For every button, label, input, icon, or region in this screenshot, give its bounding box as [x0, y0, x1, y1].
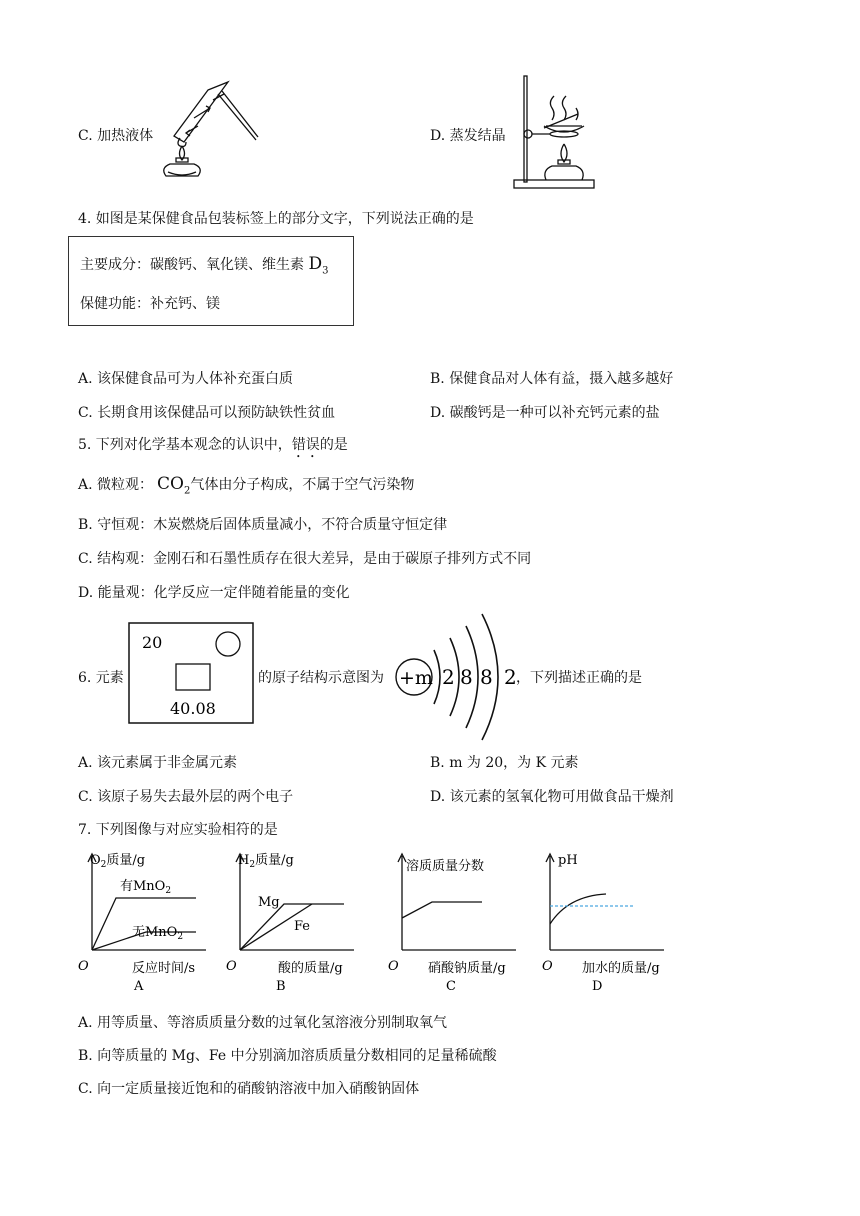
q4-option-a: A. 该保健食品可为人体补充蛋白质	[78, 371, 294, 387]
graph-c-xlabel: 硝酸钠质量/g	[428, 961, 506, 976]
shell-electrons-2: 8	[460, 665, 473, 689]
element-atomic-number: 20	[142, 633, 163, 652]
q6-stem-post: ，下列描述正确的是	[516, 670, 642, 686]
graph-a-curve-without-catalyst: 无MnO$_2$	[132, 925, 184, 942]
graph-d-tag: D	[592, 979, 603, 994]
graph-d	[538, 846, 678, 996]
q4-stem: 4. 如图是某保健食品包装标签上的部分文字，下列说法正确的是	[78, 211, 474, 227]
graph-c-origin: O	[388, 959, 399, 974]
graph-d-xlabel: 加水的质量/g	[582, 961, 660, 976]
graph-c-tag: C	[446, 979, 456, 994]
q4-label-line2: 保健功能：补充钙、镁	[80, 296, 220, 312]
graph-a-tag: A	[134, 979, 144, 994]
q6-option-a: A. 该元素属于非金属元素	[78, 755, 238, 771]
evaporation-apparatus-image	[510, 74, 600, 190]
graph-a-origin: O	[78, 959, 89, 974]
graph-b-origin: O	[226, 959, 237, 974]
co2-formula: $CO_2$	[157, 474, 191, 497]
q6-option-b: B. m 为 20，为 K 元素	[430, 755, 579, 771]
element-name-blank	[176, 664, 210, 690]
graph-a-ylabel: $O_2$质量/g	[90, 853, 146, 870]
q4-option-c: C. 长期食用该保健品可以预防缺铁性贫血	[78, 405, 336, 421]
heating-liquid-apparatus-image	[150, 78, 265, 180]
graph-a-xlabel: 反应时间/s	[132, 961, 196, 976]
q7-option-a: A. 用等质量、等溶质质量分数的过氧化氢溶液分别制取氧气	[78, 1015, 448, 1031]
atom-structure-diagram	[394, 610, 528, 746]
q7-option-c: C. 向一定质量接近饱和的硝酸钠溶液中加入硝酸钠固体	[78, 1081, 420, 1097]
q7-stem: 7. 下列图像与对应实验相符的是	[78, 822, 278, 838]
graph-b-curve-fe: Fe	[294, 919, 311, 934]
shell-electrons-4: 2	[504, 665, 517, 689]
q4-label-vitamin: $D_3$	[308, 254, 329, 277]
graph-c-ylabel: 溶质质量分数	[406, 859, 485, 874]
q5-emphasis: 错误	[291, 437, 320, 453]
graph-b-curve-mg: Mg	[258, 895, 280, 910]
q5-option-c: C. 结构观：金刚石和石墨性质存在很大差异，是由于碳原子排列方式不同	[78, 551, 532, 567]
q4-label-ingredients: 主要成分：碳酸钙、氧化镁、维生素	[80, 257, 304, 273]
shell-electrons-3: 8	[480, 665, 493, 689]
q3-option-d: D. 蒸发结晶	[430, 128, 506, 144]
q5-option-d: D. 能量观：化学反应一定伴随着能量的变化	[78, 585, 350, 601]
element-atomic-mass: 40.08	[170, 699, 216, 718]
nucleus-charge: +m	[399, 667, 433, 689]
q6-option-d: D. 该元素的氢氧化物可用做食品干燥剂	[430, 789, 674, 805]
q4-option-b: B. 保健食品对人体有益，摄入越多越好	[430, 371, 674, 387]
q4-option-d: D. 碳酸钙是一种可以补充钙元素的盐	[430, 405, 660, 421]
q3-option-c: C. 加热液体	[78, 128, 154, 144]
q6-stem-pre: 6. 元素	[78, 670, 124, 686]
graph-a	[74, 846, 214, 996]
graph-a-curve-with-catalyst: 有MnO$_2$	[120, 879, 172, 896]
q5-stem: 5. 下列对化学基本观念的认识中，错误的是	[78, 437, 348, 453]
q4-label-line1	[80, 254, 328, 276]
graph-b-tag: B	[276, 979, 286, 994]
q5-option-b: B. 守恒观：木炭燃烧后固体质量减小，不符合质量守恒定律	[78, 517, 448, 533]
q7-option-b: B. 向等质量的 Mg、Fe 中分别滴加溶质质量分数相同的足量稀硫酸	[78, 1048, 497, 1064]
element-cell-diagram	[128, 622, 254, 724]
graph-d-origin: O	[542, 959, 553, 974]
q6-option-c: C. 该原子易失去最外层的两个电子	[78, 789, 294, 805]
q5-option-a: A. 微粒观： $CO_2$气体由分子构成，不属于空气污染物	[78, 474, 415, 497]
shell-electrons-1: 2	[442, 665, 455, 689]
graph-d-ylabel: pH	[558, 853, 578, 868]
q6-stem-mid: 的原子结构示意图为	[258, 670, 384, 686]
graph-b-xlabel: 酸的质量/g	[278, 961, 343, 976]
graph-b-ylabel: $H_2$质量/g	[238, 853, 294, 870]
graph-c	[384, 846, 524, 996]
element-symbol-blank	[216, 632, 240, 656]
graph-b	[222, 846, 362, 996]
